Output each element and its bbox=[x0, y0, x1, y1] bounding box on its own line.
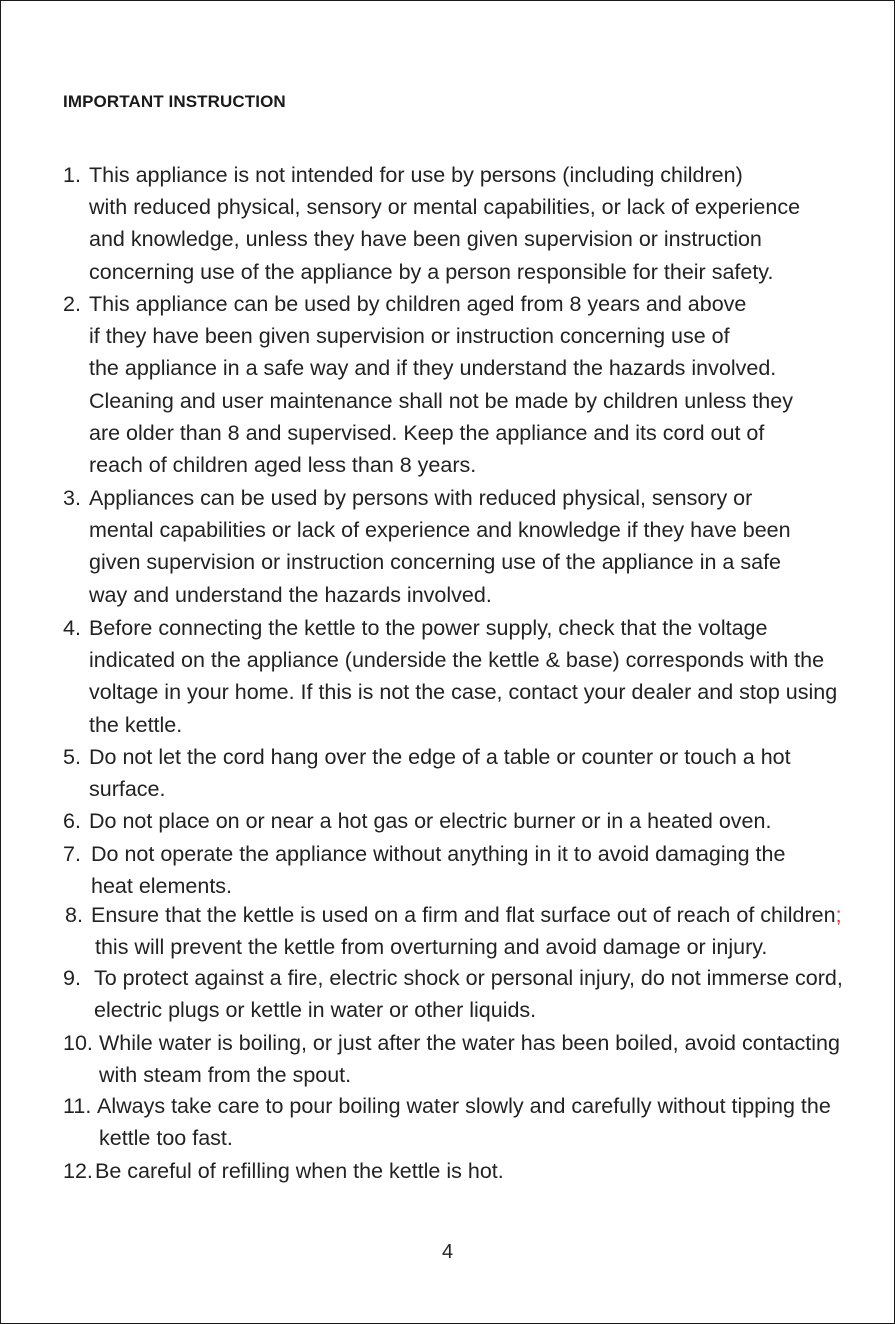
instruction-line bbox=[89, 644, 837, 676]
instruction-line bbox=[89, 482, 791, 514]
instruction-line bbox=[97, 1090, 831, 1122]
instruction-line bbox=[89, 417, 793, 449]
instruction-line-text: with reduced physical, sensory or mental capabilities, or lack of experience bbox=[89, 195, 801, 220]
instruction-line-text: kettle too fast. bbox=[99, 1126, 233, 1151]
instruction-line-text: Cleaning and user maintenance shall not be made by children unless they bbox=[89, 388, 793, 413]
instruction-line-text: the appliance in a safe way and if they understand the hazards involved. bbox=[89, 356, 777, 381]
instruction-line-text: Ensure that the kettle is used on a firm and flat surface out of reach of children bbox=[91, 903, 836, 927]
instruction-line bbox=[89, 805, 771, 837]
instruction-line bbox=[99, 1122, 831, 1154]
instruction-line-text: voltage in your home. If this is not the case, contact your dealer and stop using bbox=[89, 680, 838, 705]
instruction-text bbox=[99, 1027, 840, 1091]
instruction-line bbox=[89, 514, 791, 546]
instruction-line-text: surface. bbox=[89, 777, 166, 802]
instruction-text bbox=[89, 612, 837, 741]
instruction-line bbox=[89, 579, 791, 611]
instruction-line-text: This appliance can be used by children aged from 8 years and above bbox=[89, 292, 747, 316]
instruction-line-text: this will prevent the kettle from overturning and avoid damage or injury. bbox=[95, 935, 768, 960]
instruction-line-text: Do not operate the appliance without anything in it to avoid damaging the bbox=[91, 842, 786, 866]
instruction-line bbox=[89, 320, 793, 352]
instruction-line-text: Be careful of refilling when the kettle is hot. bbox=[95, 1159, 504, 1183]
instruction-line bbox=[89, 256, 800, 288]
instruction-line-text: reach of children aged less than 8 years. bbox=[89, 453, 477, 478]
instruction-line bbox=[89, 191, 800, 223]
instruction-line-text: Do not place on or near a hot gas or electric burner or in a heated oven. bbox=[89, 809, 772, 833]
instruction-line-text: the kettle. bbox=[89, 712, 183, 737]
instruction-text bbox=[89, 482, 791, 611]
instruction-line bbox=[89, 288, 793, 320]
instruction-line bbox=[89, 223, 800, 255]
instruction-number: 6. bbox=[63, 809, 81, 833]
instruction-text bbox=[89, 741, 791, 805]
instruction-line-text: concerning use of the appliance by a person responsible for their safety. bbox=[89, 259, 774, 284]
instruction-line bbox=[99, 1059, 840, 1091]
instruction-line bbox=[94, 962, 843, 994]
instruction-number: 5. bbox=[63, 745, 81, 769]
instruction-line bbox=[89, 385, 793, 417]
instruction-number: 10. bbox=[63, 1031, 93, 1055]
instruction-line bbox=[89, 449, 793, 481]
instruction-line bbox=[89, 676, 837, 708]
instruction-text bbox=[94, 962, 843, 1026]
instruction-number: 8. bbox=[65, 903, 83, 927]
instruction-line bbox=[95, 1155, 504, 1187]
page-number: 4 bbox=[441, 1241, 454, 1263]
instruction-line-text: This appliance is not intended for use by persons (including children) bbox=[89, 163, 743, 187]
semicolon-mark: ; bbox=[835, 903, 842, 927]
instruction-number: 11. bbox=[63, 1094, 92, 1118]
instruction-line-text: heat elements. bbox=[91, 874, 233, 899]
instruction-text bbox=[91, 838, 785, 902]
instruction-text bbox=[97, 1090, 831, 1154]
instruction-line bbox=[89, 773, 791, 805]
instruction-line bbox=[91, 899, 842, 931]
instruction-line-text: To protect against a fire, electric shock or personal injury, do not immerse cord, bbox=[94, 966, 843, 990]
instruction-line bbox=[91, 838, 785, 870]
instruction-number: 9. bbox=[63, 966, 81, 990]
instruction-line bbox=[99, 1027, 840, 1059]
instruction-line bbox=[89, 612, 837, 644]
instruction-line-text: Appliances can be used by persons with reduced physical, sensory or bbox=[89, 486, 753, 510]
instruction-line-text: indicated on the appliance (underside the kettle & base) corresponds with the bbox=[89, 648, 825, 673]
instruction-line-text: with steam from the spout. bbox=[99, 1063, 352, 1088]
instruction-text bbox=[95, 1155, 504, 1187]
instruction-text bbox=[89, 805, 771, 837]
instruction-line-text: Before connecting the kettle to the power supply, check that the voltage bbox=[89, 616, 768, 640]
instruction-number: 12. bbox=[63, 1159, 93, 1183]
instruction-number: 7. bbox=[63, 842, 81, 866]
instruction-line-text: if they have been given supervision or instruction concerning use of bbox=[89, 324, 730, 349]
instruction-line bbox=[94, 994, 843, 1026]
instruction-line-text: Do not let the cord hang over the edge of a table or counter or touch a hot bbox=[89, 745, 791, 769]
instruction-line-text: way and understand the hazards involved. bbox=[89, 582, 492, 607]
document-title: IMPORTANT INSTRUCTION bbox=[63, 92, 286, 111]
instruction-number: 2. bbox=[63, 292, 81, 316]
instruction-line bbox=[91, 870, 785, 902]
instruction-line bbox=[95, 931, 842, 963]
instruction-line-text: given supervision or instruction concerning use of the appliance in a safe bbox=[89, 550, 781, 575]
instruction-line-text: Always take care to pour boiling water slowly and carefully without tipping the bbox=[97, 1094, 831, 1118]
instruction-text bbox=[91, 899, 842, 963]
instruction-number: 4. bbox=[63, 616, 81, 640]
instruction-number: 1. bbox=[63, 163, 81, 187]
instruction-text bbox=[89, 288, 793, 481]
instruction-number: 3. bbox=[63, 486, 81, 510]
instruction-line-text: While water is boiling, or just after the water has been boiled, avoid contacting bbox=[99, 1031, 840, 1055]
instruction-line-text: and knowledge, unless they have been given supervision or instruction bbox=[89, 227, 762, 252]
instruction-line bbox=[89, 159, 800, 191]
instruction-text bbox=[89, 159, 800, 288]
instruction-line-text: electric plugs or kettle in water or other liquids. bbox=[94, 998, 537, 1023]
instruction-line bbox=[89, 546, 791, 578]
instruction-line bbox=[89, 352, 793, 384]
instruction-line-text: mental capabilities or lack of experience and knowledge if they have been bbox=[89, 518, 791, 543]
instruction-line-text: are older than 8 and supervised. Keep the appliance and its cord out of bbox=[89, 420, 765, 445]
instruction-line bbox=[89, 741, 791, 773]
instruction-line bbox=[89, 709, 837, 741]
